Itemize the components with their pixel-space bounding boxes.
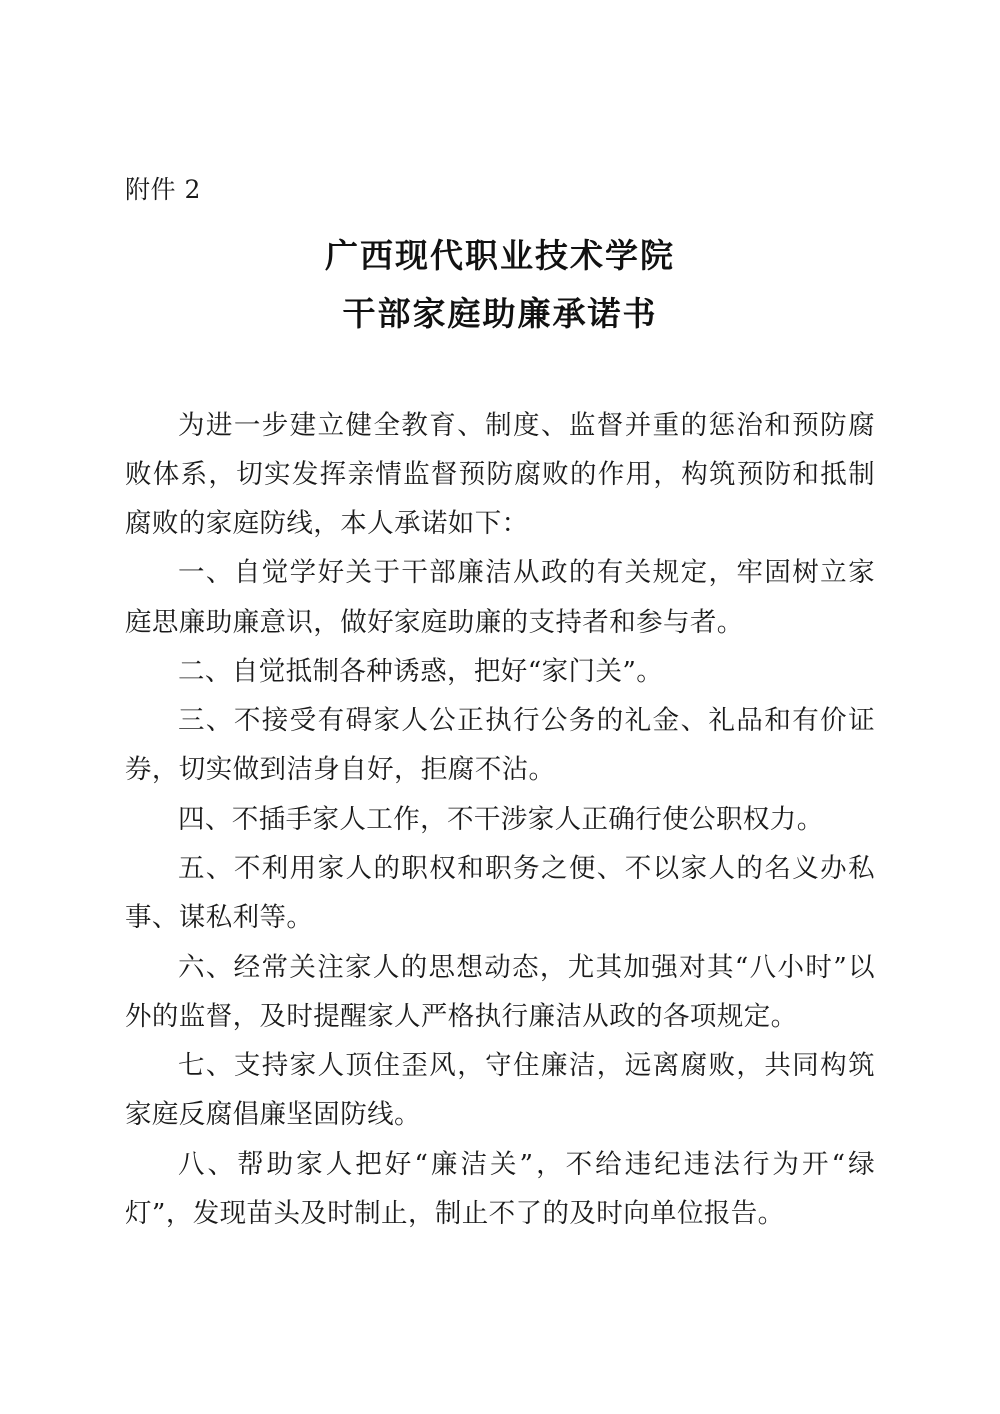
paragraph-item-4: 四、不插手家人工作，不干涉家人正确行使公职权力。: [178, 803, 824, 835]
paragraph-item-7: 七、支持家人顶住歪风，守住廉洁，远离腐败，共同构筑家庭反腐倡廉坚固防线。: [125, 1050, 875, 1131]
page-title: [125, 227, 875, 343]
paragraph-item-3: 三、不接受有碍家人公正执行公务的礼金、礼品和有价证券，切实做到洁身自好，拒腐不沾。: [125, 705, 875, 786]
document-body: [125, 401, 875, 1239]
paragraph-item-1: 一、自觉学好关于干部廉洁从政的有关规定，牢固树立家庭思廉助廉意识，做好家庭助廉的支持者和参与者。: [125, 557, 875, 638]
paragraph-item-6: 六、经常关注家人的思想动态，尤其加强对其“八小时”以外的监督，及时提醒家人严格执行廉洁从政的各项规定。: [125, 951, 875, 1032]
paragraph-item-2: 二、自觉抵制各种诱惑，把好“家门关”。: [178, 655, 664, 687]
title-line-institution: 广西现代职业技术学院: [325, 236, 675, 275]
attachment-label: 附件 2: [125, 175, 201, 204]
paragraph-item-5: 五、不利用家人的职权和职务之便、不以家人的名义办私事、谋私利等。: [125, 853, 875, 934]
title-line-subject: 干部家庭助廉承诺书: [342, 293, 658, 333]
paragraph-intro: 为进一步建立健全教育、制度、监督并重的惩治和预防腐败体系，切实发挥亲情监督预防腐败的作用，构筑预防和抵制腐败的家庭防线，本人承诺如下：: [125, 409, 875, 540]
paragraph-item-8: 八、帮助家人把好“廉洁关”，不给违纪违法行为开“绿灯”，发现苗头及时制止，制止不了的及时向单位报告。: [125, 1148, 875, 1229]
